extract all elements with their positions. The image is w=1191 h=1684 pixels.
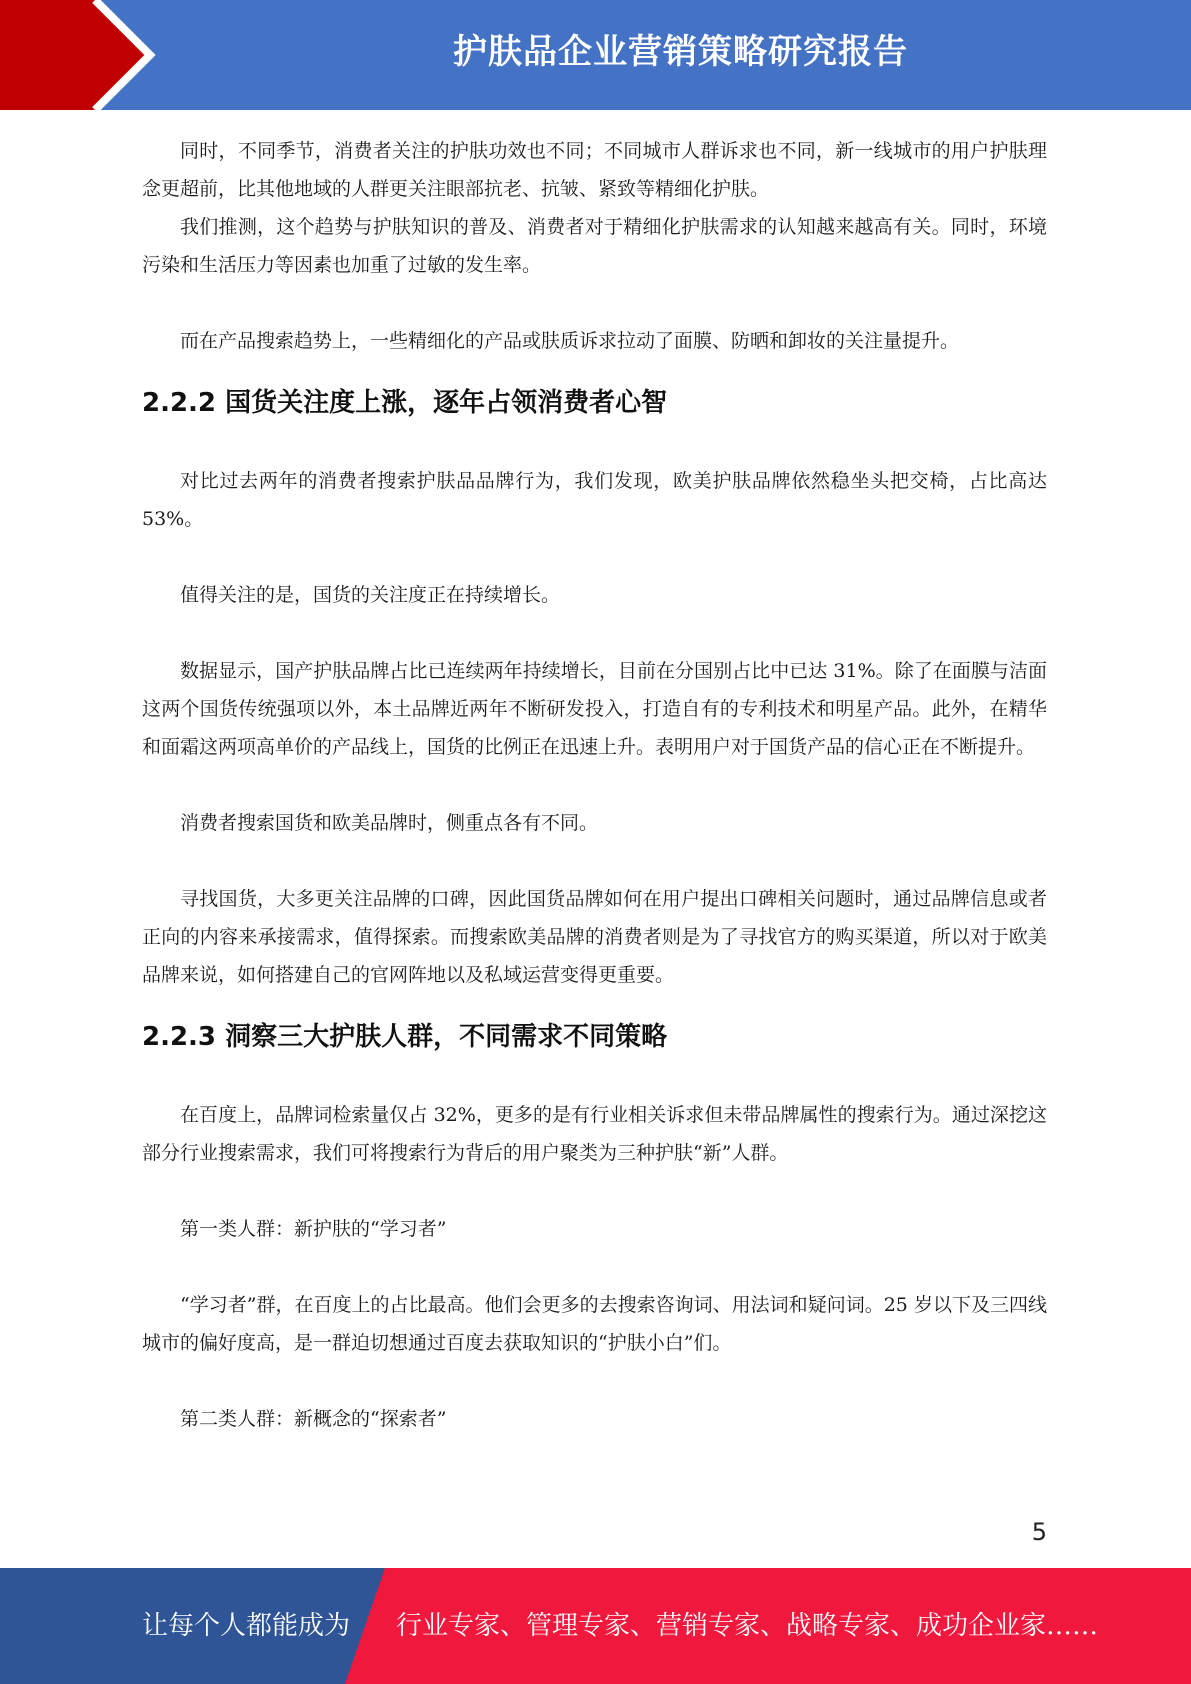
section-heading-2-2-2: 2.2.2 国货关注度上涨，逐年占领消费者心智	[142, 388, 668, 418]
paragraph-group-two: 第二类人群：新概念的“探索者”	[180, 1408, 447, 1430]
paragraph-learners: “学习者”群，在百度上的占比最高。他们会更多的去搜索咨询词、用法词和疑问词。25 岁以下及三四线城市的偏好度高，是一群迫切想通过百度去获取知识的“护肤小白”们。	[142, 1294, 1047, 1354]
paragraph-search-focus: 消费者搜索国货和欧美品牌时，侧重点各有不同。	[180, 812, 599, 834]
page-header	[0, 0, 1191, 110]
section-heading-2-2-3: 2.2.3 洞察三大护肤人群，不同需求不同策略	[142, 1022, 668, 1052]
paragraph-brand-comparison: 对比过去两年的消费者搜索护肤品品牌行为，我们发现，欧美护肤品牌依然稳坐头把交椅，占比高达 53%。	[142, 470, 1047, 530]
paragraph-data-shows: 数据显示，国产护肤品牌占比已连续两年持续增长，目前在分国别占比中已达 31%。除了在面膜与洁面这两个国货传统强项以外，本土品牌近两年不断研发投入，打造自有的专利技术和明星产品。此外，在精华和面霜这两项高单价的产品线上，国货的比例正在迅速上升。表明用户对于国货产品的信心正在不断提升。	[142, 660, 1047, 758]
footer-slogan-left: 让每个人都能成为	[142, 1611, 351, 1641]
paragraph-speculation: 我们推测，这个趋势与护肤知识的普及、消费者对于精细化护肤需求的认知越来越高有关。同时，环境污染和生活压力等因素也加重了过敏的发生率。	[142, 216, 1047, 276]
paragraph-seasonal-efficacy: 同时，不同季节，消费者关注的护肤功效也不同；不同城市人群诉求也不同，新一线城市的用户护肤理念更超前，比其他地域的人群更关注眼部抗老、抗皱、紧致等精细化护肤。	[142, 140, 1047, 200]
page-number: 5	[1031, 1518, 1047, 1546]
page-footer	[0, 1568, 1191, 1684]
paragraph-baidu-share: 在百度上，品牌词检索量仅占 32%，更多的是有行业相关诉求但未带品牌属性的搜索行为。通过深挖这部分行业搜索需求，我们可将搜索行为背后的用户聚类为三种护肤“新”人群。	[142, 1104, 1047, 1164]
paragraph-domestic-growth: 值得关注的是，国货的关注度正在持续增长。	[180, 584, 561, 606]
document-title: 护肤品企业营销策略研究报告	[453, 32, 908, 72]
footer-slogan-right: 行业专家、管理专家、营销专家、战略专家、成功企业家……	[396, 1611, 1099, 1641]
paragraph-product-search: 而在产品搜索趋势上，一些精细化的产品或肤质诉求拉动了面膜、防晒和卸妆的关注量提升。	[180, 330, 960, 352]
paragraph-reputation: 寻找国货，大多更关注品牌的口碑，因此国货品牌如何在用户提出口碑相关问题时，通过品牌信息或者正向的内容来承接需求，值得探索。而搜索欧美品牌的消费者则是为了寻找官方的购买渠道，所以对于欧美品牌来说，如何搭建自己的官网阵地以及私域运营变得更重要。	[142, 888, 1047, 986]
document-body	[142, 132, 1047, 1438]
paragraph-group-one: 第一类人群：新护肤的“学习者”	[180, 1218, 447, 1240]
